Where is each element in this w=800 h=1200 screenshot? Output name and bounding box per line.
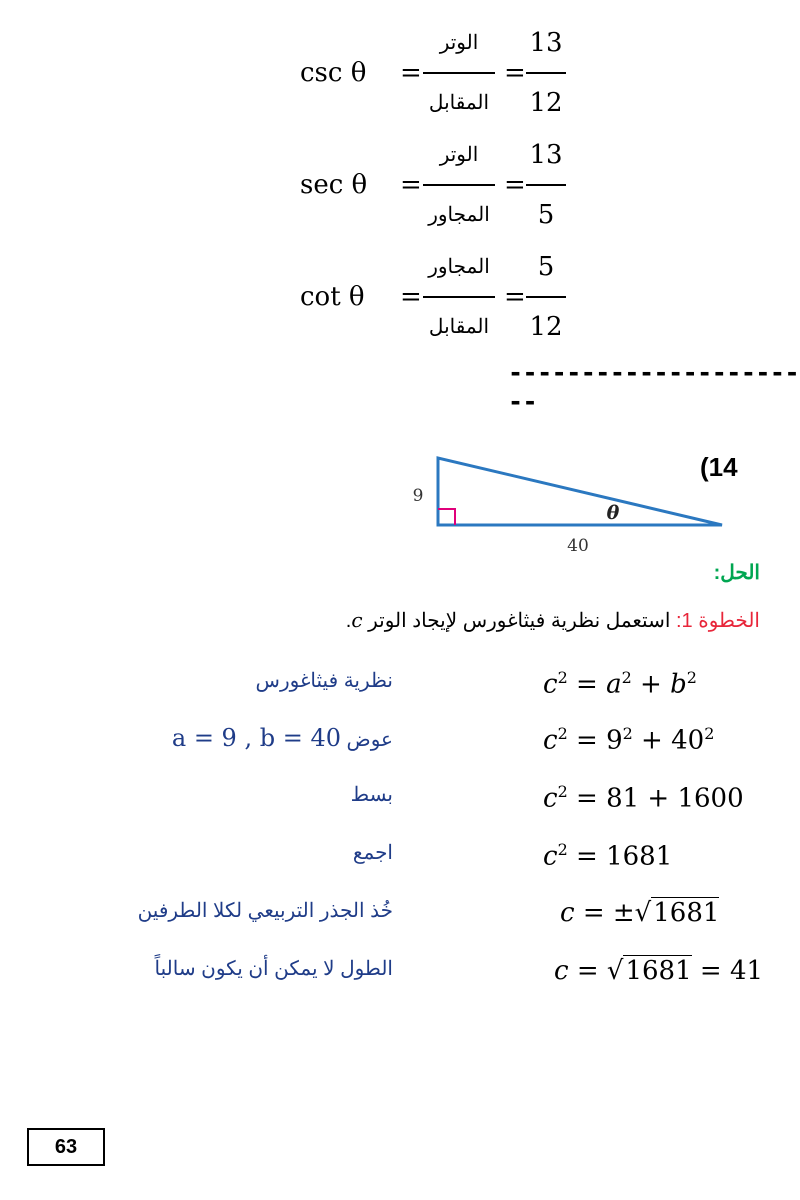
leg-vertical-label: 9 [412,486,424,506]
trig-row-sec [300,140,600,230]
work-row [0,782,800,826]
equals-sign: = [504,58,526,88]
step-description: خُذ الجذر التربيعي لكلا الطرفين [137,900,393,922]
equation: c = ±√1681 [560,898,720,928]
equation: $c^2 = 81 + 1600$ [543,782,744,814]
angle-label: θ [606,502,620,524]
equation: $c^2 = 9^2 + 40^2$ [543,724,715,756]
numerator-value: 13 [529,140,563,170]
trig-row-cot [300,252,600,342]
desc-prefix: عوض [346,729,393,751]
equation: c = √1681 = 41 [554,956,764,986]
numerator-word: المجاور [428,256,490,278]
denominator-word: المجاور [428,204,490,226]
work-row [0,840,800,884]
work-row [0,956,800,1000]
trig-function: csc θ [300,58,367,88]
value-fraction [526,28,566,118]
value-fraction [526,140,566,230]
step-period: . [345,610,352,632]
word-fraction [423,28,495,118]
step-description: بسط [350,784,393,806]
step-text: استعمل نظرية فيثاغورس لإيجاد الوتر [368,610,671,632]
equals-sign: = [504,170,526,200]
triangle-shape [438,458,722,525]
step-description: نظرية فيثاغورس [255,670,393,692]
equals-sign: = [400,282,422,312]
section-divider: ---------------------- [508,358,800,416]
step-variable: c [351,608,363,632]
word-fraction [423,252,495,342]
solution-label: الحل: [713,562,760,584]
numerator-value: 5 [537,252,555,282]
numerator-word: الوتر [439,144,479,166]
page-number: 63 [27,1128,105,1166]
word-fraction [423,140,495,230]
right-angle-marker [438,509,455,525]
denominator-word: المقابل [428,316,490,338]
equation: $c^2 = a^2 + b^2$ [543,668,697,700]
numerator-word: الوتر [439,32,479,54]
denominator-value: 12 [529,88,563,118]
step-description: اجمع [352,842,393,864]
numerator-value: 13 [529,28,563,58]
denominator-value: 12 [529,312,563,342]
trig-function: sec θ [300,170,368,200]
desc-math: a = 9 , b = 40 [171,724,341,752]
work-row [0,724,800,768]
question-number: (14 [700,452,738,482]
trig-row-csc [300,28,600,118]
leg-horizontal-label: 40 [567,536,589,556]
equals-sign: = [400,170,422,200]
work-row [0,668,800,712]
step-1-line [346,608,760,633]
equals-sign: = [504,282,526,312]
right-triangle-diagram [400,445,740,560]
step-description [172,724,393,752]
step-description: الطول لا يمكن أن يكون سالباً [154,958,393,980]
denominator-value: 5 [537,200,555,230]
equals-sign: = [400,58,422,88]
trig-function: cot θ [300,282,365,312]
value-fraction [526,252,566,342]
work-row [0,898,800,942]
denominator-word: المقابل [428,92,490,114]
equation: $c^2 = 1681$ [543,840,673,872]
step-label: الخطوة 1: [675,610,760,632]
